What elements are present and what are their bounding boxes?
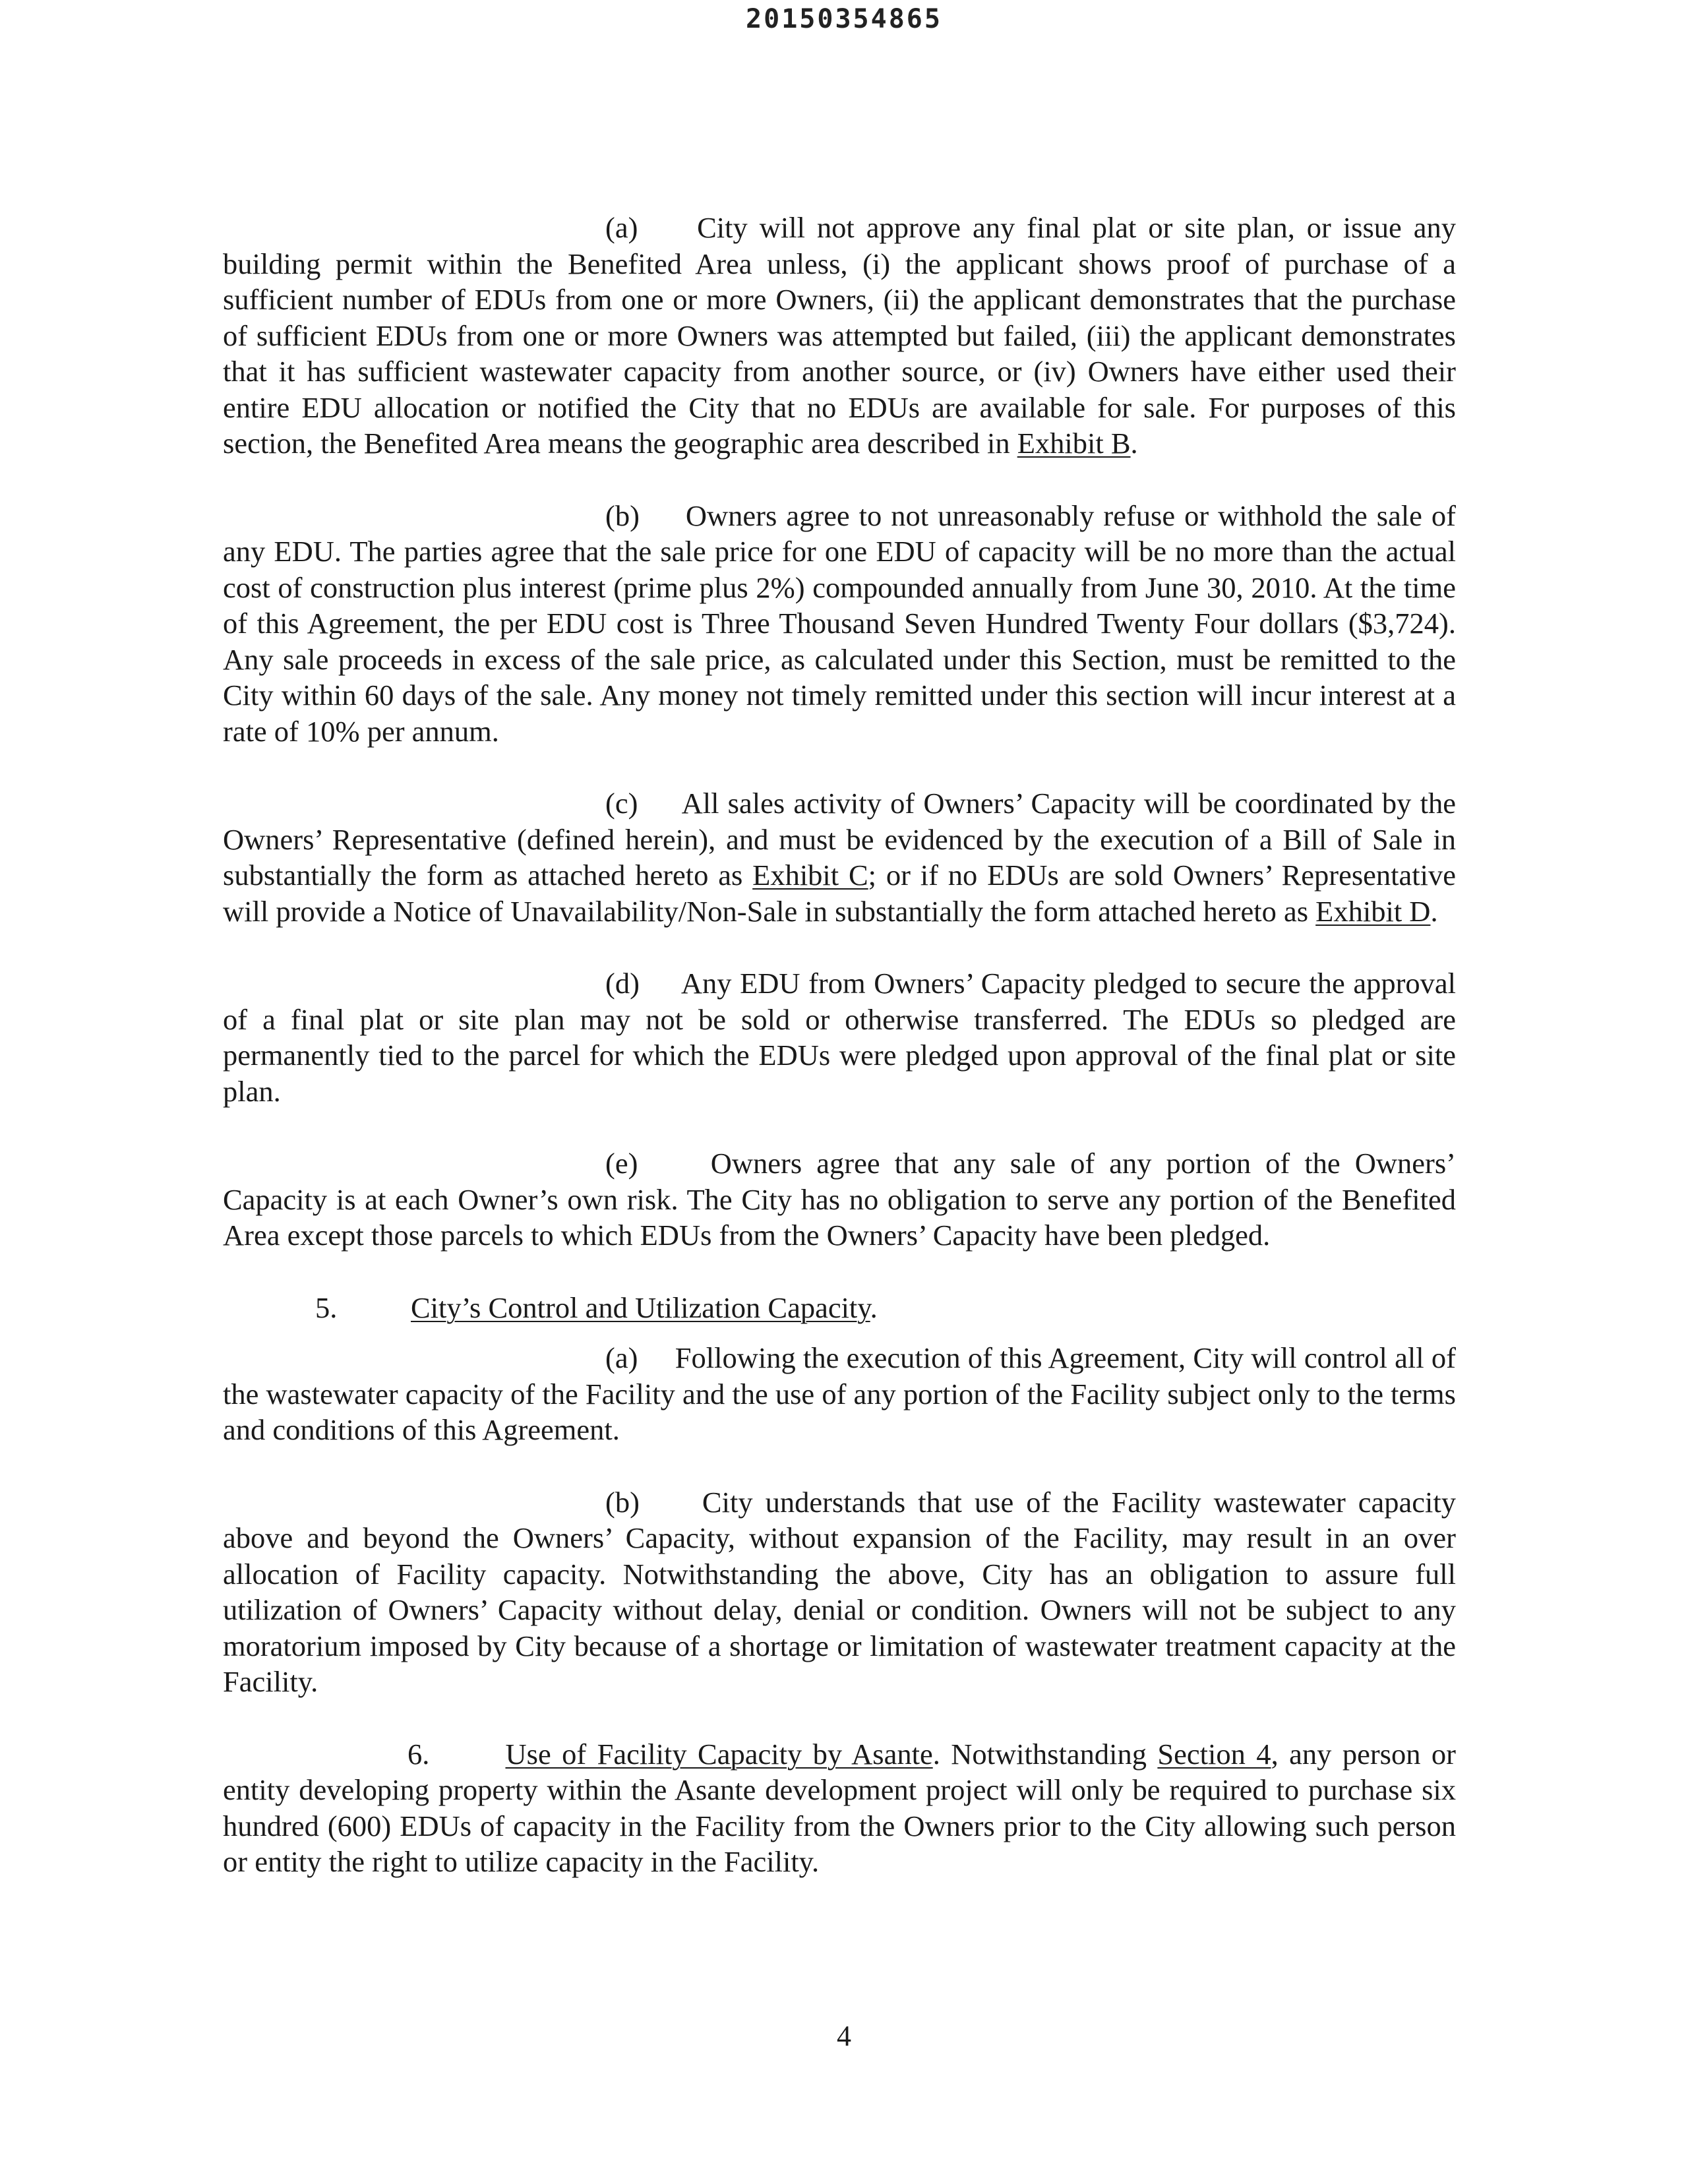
section-6-text-before: . Notwithstanding: [932, 1737, 1158, 1771]
exhibit-b-reference: Exhibit B: [1017, 427, 1131, 460]
page-number: 4: [837, 2020, 851, 2052]
paragraph-b: [223, 498, 1456, 750]
paragraph-a-label: (a): [605, 211, 638, 244]
paragraph-e-text: Owners agree that any sale of any portion of the Owners’ Capacity is at each Owner’s own risk. The City has no obligation to serve any portion of the Benefited Area except those parcels to which EDUs from the Owners’ Capacity have been pledged.: [223, 1147, 1456, 1252]
exhibit-c-reference: Exhibit C: [752, 859, 868, 892]
paragraph-b-label: (b): [605, 499, 640, 532]
section-5-number: 5.: [315, 1290, 338, 1324]
paragraph-d: [223, 965, 1456, 1109]
section-5-title: City’s Control and Utilization Capacity: [411, 1290, 870, 1324]
section-5-title-end: .: [870, 1290, 878, 1324]
paragraph-a-end: .: [1130, 427, 1138, 460]
exhibit-d-reference: Exhibit D: [1315, 894, 1431, 928]
document-number: 20150354865: [746, 4, 942, 34]
section-4-reference: Section 4: [1157, 1737, 1271, 1771]
section-5-heading: [223, 1290, 1456, 1326]
section-5-b-text: City understands that use of the Facility wastewater capacity above and beyond the Owners’ Capacity, without expansion of the Facility, may result in an over allocation of Facility capacity. Notwithstanding the above, City has an obligation to assure full utilization of Owners’ Capacity without delay, denial or condition. Owners will not be subject to any moratorium imposed by City because of a shortage or limitation of wastewater treatment capacity at the Facility.: [223, 1485, 1456, 1698]
section-5-paragraph-a: [223, 1340, 1456, 1448]
section-5-b-label: (b): [605, 1485, 640, 1519]
section-6-text: , any person or entity developing property within the Asante development project will only be required to purchase six hundred (600) EDUs of capacity in the Facility from the Owners prior to the City allowing such person or entity the right to utilize capacity in the Facility.: [223, 1737, 1456, 1878]
page-body: [223, 210, 1456, 1880]
paragraph-c-label: (c): [605, 787, 638, 820]
paragraph-b-text: Owners agree to not unreasonably refuse or withhold the sale of any EDU. The parties agree that the sale price for one EDU of capacity will be no more than the actual cost of construction plus interest (prime plus 2%) compounded annually from June 30, 2010. At the time of this Agreement, the per EDU cost is Three Thousand Seven Hundred Twenty Four dollars ($3,724). Any sale proceeds in excess of the sale price, as calculated under this Section, must be remitted to the City within 60 days of the sale. Any money not timely remitted under this section will incur interest at a rate of 10% per annum.: [223, 499, 1457, 748]
paragraph-d-text: Any EDU from Owners’ Capacity pledged to secure the approval of a final plat or site plan may not be sold or otherwise transferred. The EDUs so pledged are permanently tied to the parcel for which the EDUs were pledged upon approval of the final plat or site plan.: [223, 967, 1456, 1108]
paragraph-c-end: .: [1430, 894, 1438, 928]
paragraph-a-text: City will not approve any final plat or site plan, or issue any building permit within the Benefited Area unless, (i) the applicant shows proof of purchase of a sufficient number of EDUs from one or more Owners, (ii) the applicant demonstrates that the purchase of sufficient EDUs from one or more Owners was attempted but failed, (iii) the applicant demonstrates that it has sufficient wastewater capacity from another source, or (iv) Owners have either used their entire EDU allocation or notified the City that no EDUs are available for sale. For purposes of this section, the Benefited Area means the geographic area described in: [223, 211, 1456, 460]
paragraph-c-text: All sales activity of Owners’ Capacity will be coordinated by the Owners’ Representative (defined herein), and must be evidenced by the execution of a Bill of Sale in substantially the form as attached hereto as: [223, 787, 1457, 892]
section-5-paragraph-b: [223, 1484, 1456, 1700]
paragraph-a: [223, 210, 1456, 462]
paragraph-c: [223, 785, 1456, 929]
paragraph-e-label: (e): [605, 1147, 638, 1180]
paragraph-d-label: (d): [605, 967, 640, 1000]
section-6-number: 6.: [407, 1737, 430, 1771]
section-5-a-label: (a): [605, 1341, 638, 1374]
paragraph-c-middle: ; or if no EDUs are sold Owners’ Representative will provide a Notice of Unavailability/Non-Sale in substantially the form attached hereto as: [223, 859, 1456, 928]
section-5-a-text: Following the execution of this Agreement, City will control all of the wastewater capacity of the Facility and the use of any portion of the Facility subject only to the terms and conditions of this Agreement.: [223, 1341, 1456, 1446]
section-6-paragraph: [223, 1736, 1456, 1880]
paragraph-e: [223, 1145, 1456, 1254]
section-6-title: Use of Facility Capacity by Asante: [505, 1737, 933, 1771]
